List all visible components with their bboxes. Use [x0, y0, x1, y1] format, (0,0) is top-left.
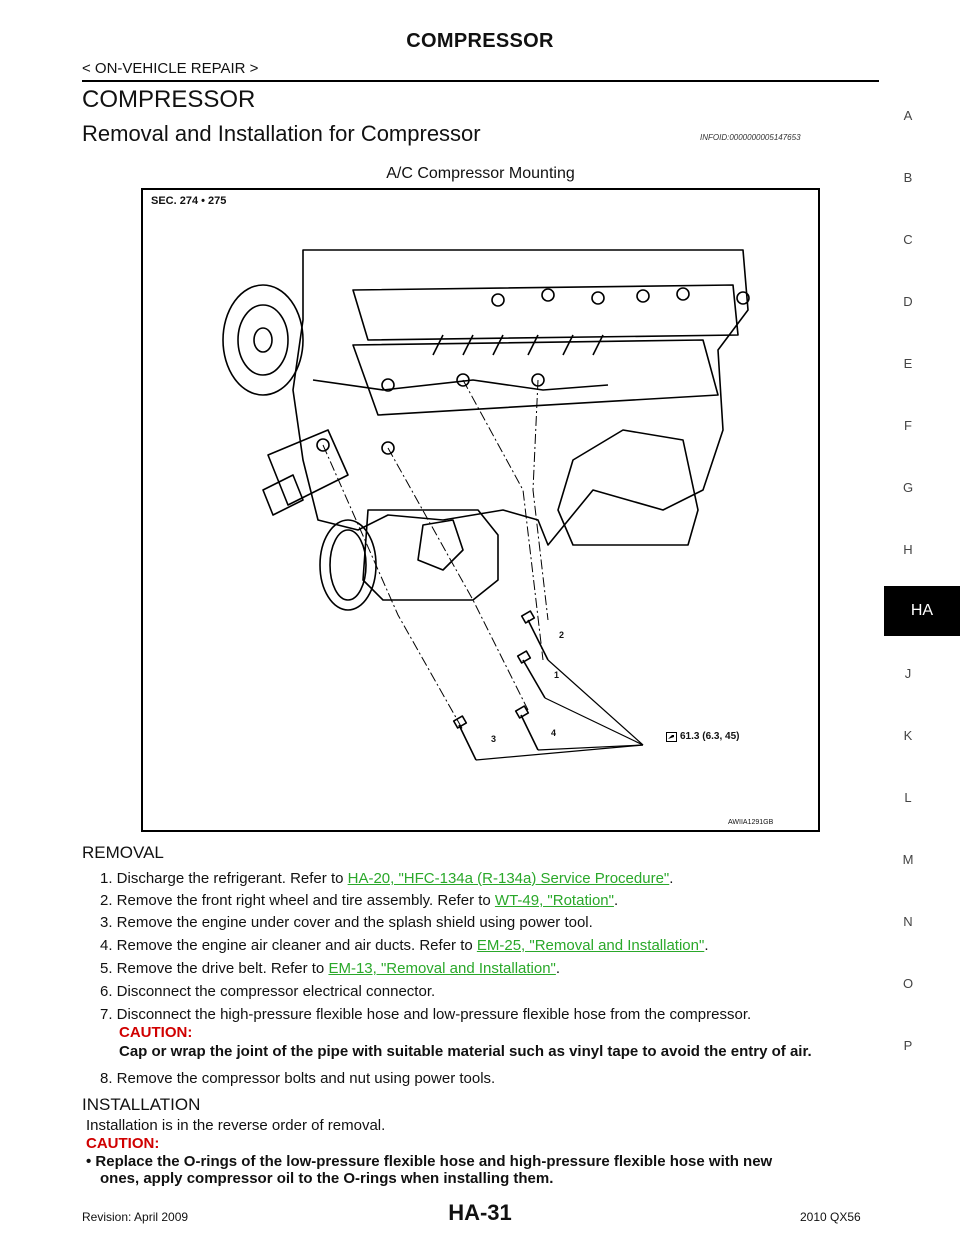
removal-step: 7. Disconnect the high-pressure flexible hose and low-pressure flexible hose from the compressor. — [100, 1006, 752, 1023]
ref-link[interactable]: EM-13, "Removal and Installation" — [328, 960, 556, 977]
sidebar-item-b[interactable]: B — [903, 170, 913, 185]
figure-reference: AWIIA1291GB — [728, 819, 774, 826]
ref-link[interactable]: HA-20, "HFC-134a (R-134a) Service Procedure" — [347, 870, 670, 887]
footer-revision: Revision: April 2009 — [82, 1210, 189, 1224]
sidebar-item-o[interactable]: O — [902, 976, 914, 991]
sidebar-item-h[interactable]: H — [903, 542, 913, 557]
callout-label: 4 — [551, 728, 557, 738]
installation-heading: INSTALLATION — [82, 1095, 201, 1114]
removal-step: 8. Remove the compressor bolts and nut using power tools. — [100, 1070, 496, 1087]
ref-link[interactable]: EM-25, "Removal and Installation" — [476, 937, 705, 954]
sidebar-item-n[interactable]: N — [903, 914, 913, 929]
callout-label: 1 — [554, 670, 560, 680]
info-id: INFOID:0000000005147653 — [700, 133, 801, 142]
sidebar-item-f[interactable]: F — [904, 418, 912, 433]
sidebar-item-g[interactable]: G — [902, 480, 914, 495]
sidebar-item-e[interactable]: E — [903, 356, 913, 371]
sidebar-item-l[interactable]: L — [904, 790, 912, 805]
compressor-mounting-illustration — [141, 188, 820, 832]
ref-link[interactable]: WT-49, "Rotation" — [494, 892, 614, 909]
removal-step: 4. Remove the engine air cleaner and air ducts. Refer to EM-25, "Removal and Installation". — [100, 937, 709, 954]
torque-spec — [666, 731, 739, 742]
caution-text: • Replace the O-rings of the low-pressure flexible hose and high-pressure flexible hose with new — [86, 1153, 773, 1170]
page-header-title: COMPRESSOR — [406, 30, 554, 52]
removal-step: 6. Disconnect the compressor electrical connector. — [100, 983, 436, 1000]
figure-section-label: SEC. 274 • 275 — [151, 195, 227, 207]
caution-label: CAUTION: — [86, 1135, 160, 1152]
figure-caption: A/C Compressor Mounting — [386, 165, 575, 182]
removal-heading: REMOVAL — [82, 843, 164, 862]
sidebar-item-j[interactable]: J — [904, 666, 912, 681]
callout-label: 3 — [491, 734, 497, 744]
header-divider — [82, 80, 879, 82]
installation-text: Installation is in the reverse order of removal. — [86, 1117, 386, 1134]
caution-label: CAUTION: — [119, 1024, 193, 1041]
torque-value: 61.3 (6.3, 45) — [680, 731, 740, 742]
breadcrumb: < ON-VEHICLE REPAIR > — [82, 60, 259, 77]
sidebar-item-k[interactable]: K — [903, 728, 913, 743]
sidebar-item-d[interactable]: D — [903, 294, 913, 309]
callout-label: 2 — [559, 630, 565, 640]
torque-wrench-icon — [666, 732, 677, 742]
sidebar-item-p[interactable]: P — [903, 1038, 913, 1053]
sidebar-item-ha[interactable]: HA — [884, 586, 960, 636]
footer-model: 2010 QX56 — [800, 1210, 861, 1224]
removal-step: 5. Remove the drive belt. Refer to EM-13, "Removal and Installation". — [100, 960, 561, 977]
page-title: COMPRESSOR — [82, 86, 256, 113]
removal-step: 2. Remove the front right wheel and tire assembly. Refer to WT-49, "Rotation". — [100, 892, 619, 909]
caution-text: Cap or wrap the joint of the pipe with suitable material such as vinyl tape to avoid the entry of air. — [119, 1043, 812, 1060]
sidebar-item-c[interactable]: C — [903, 232, 913, 247]
removal-step: 3. Remove the engine under cover and the splash shield using power tool. — [100, 914, 593, 931]
removal-step: 1. Discharge the refrigerant. Refer to HA-20, "HFC-134a (R-134a) Service Procedure". — [100, 870, 674, 887]
sidebar-item-m[interactable]: M — [902, 852, 914, 867]
footer-page-number: HA-31 — [448, 1200, 512, 1225]
section-title: Removal and Installation for Compressor — [82, 121, 481, 146]
caution-text: ones, apply compressor oil to the O-rings when installing them. — [100, 1170, 554, 1187]
sidebar-item-a[interactable]: A — [903, 108, 913, 123]
